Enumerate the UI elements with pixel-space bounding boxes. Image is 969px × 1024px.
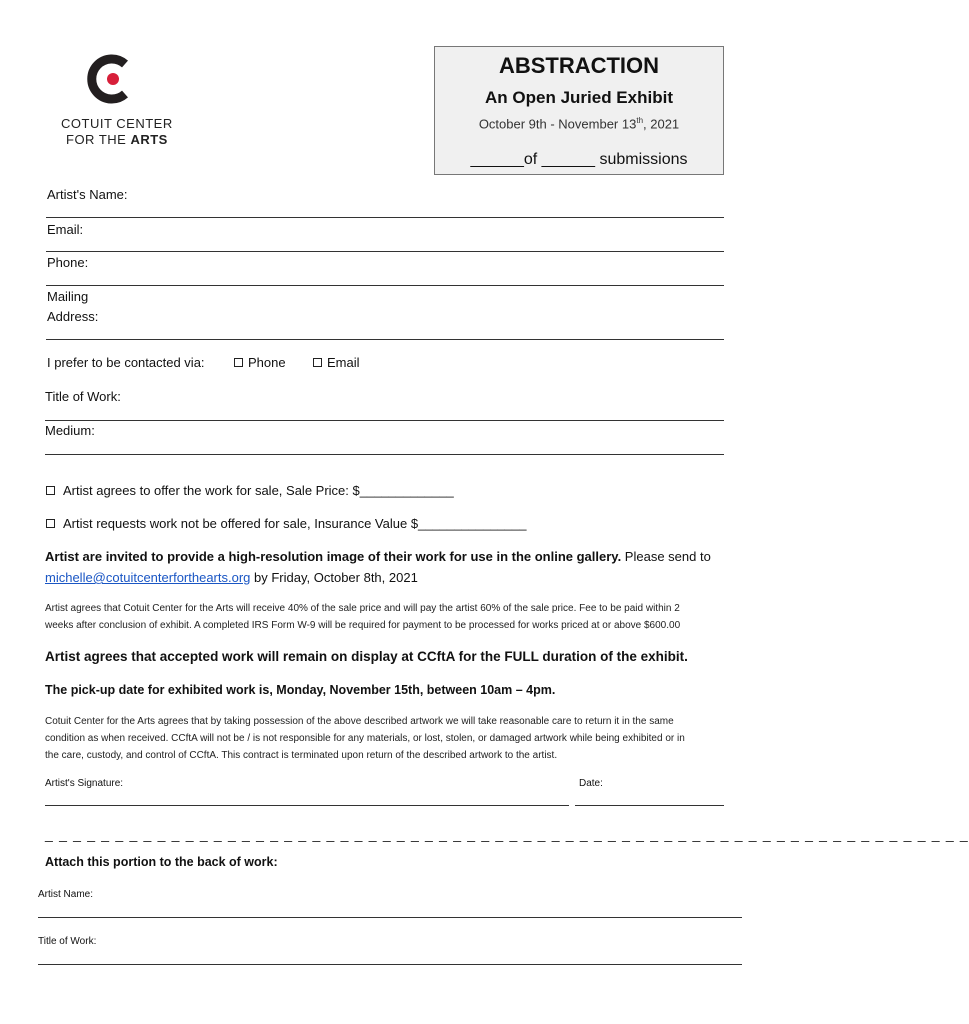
attach-instruction: Attach this portion to the back of work: — [45, 855, 278, 869]
phone-label: Phone: — [47, 255, 89, 270]
tear-off-divider: _ _ _ _ _ _ _ _ _ _ _ _ _ _ _ _ _ _ _ _ _ _ _ _ _ _ _ _ _ _ _ _ _ _ _ _ _ _ _ _ _ _ _ _ _ _ _ _ _ _ _ _ _ _ _ _ _ _ _ _ _ _ _ _ _ _ — [45, 826, 969, 842]
no-sale-checkbox[interactable] — [46, 519, 55, 528]
address-label: Address: — [47, 309, 99, 324]
artist-name-label: Artist's Name: — [47, 187, 128, 202]
tear-artist-name-line[interactable] — [38, 917, 742, 918]
email-checkbox[interactable] — [313, 358, 322, 367]
phone-checkbox[interactable] — [234, 358, 243, 367]
contact-pref-label: I prefer to be contacted via: — [47, 355, 205, 370]
date-line[interactable] — [575, 805, 724, 806]
medium-line[interactable] — [45, 454, 724, 455]
commission-terms: Artist agrees that Cotuit Center for the Arts will receive 40% of the sale price and will pay the artist 60% of the sale price. Fee to be paid within 2 weeks after conclusion of exhibit. A completed IRS Form W-9 will be required for payment to be processed for works priced at or above $600.00 — [45, 603, 681, 631]
sale-offer-option[interactable]: Artist agrees to offer the work for sale, Sale Price: $_____________ — [46, 483, 454, 498]
submission-count: ______of ______ submissions — [470, 151, 688, 168]
title-of-work-line[interactable] — [45, 420, 724, 421]
signature-line[interactable] — [45, 805, 569, 806]
contact-phone-option[interactable]: Phone — [234, 355, 286, 370]
gallery-invite: Artist are invited to provide a high-resolution image of their work for use in the online gallery. Please send to — [45, 549, 711, 564]
mailing-label: Mailing — [47, 289, 89, 304]
exhibit-title-box — [434, 46, 724, 175]
pickup-notice: The pick-up date for exhibited work is, Monday, November 15th, between 10am – 4pm. — [45, 683, 556, 697]
title-of-work-label: Title of Work: — [45, 389, 121, 404]
gallery-email-link[interactable]: michelle@cotuitcenterforthearts.org — [45, 570, 251, 585]
phone-line[interactable] — [46, 285, 724, 286]
tear-title-of-work-line[interactable] — [38, 964, 742, 965]
email-label: Email: — [47, 222, 84, 237]
tear-artist-name-label: Artist Name: — [38, 889, 94, 900]
artist-name-line[interactable] — [46, 217, 724, 218]
display-notice: Artist agrees that accepted work will remain on display at CCftA for the FULL duration of the exhibit. — [45, 649, 688, 664]
address-line[interactable] — [46, 339, 724, 340]
logo-text-line1: COTUIT CENTER — [61, 116, 173, 131]
gallery-send-line: michelle@cotuitcenterforthearts.org by Friday, October 8th, 2021 — [45, 570, 418, 585]
sale-offer-checkbox[interactable] — [46, 486, 55, 495]
exhibit-dates: October 9th - November 13th, 2021 — [478, 116, 680, 132]
signature-label: Artist's Signature: — [45, 778, 124, 789]
cotuit-logo-icon — [87, 54, 133, 104]
exhibit-subtitle: An Open Juried Exhibit — [485, 88, 673, 107]
liability-terms: Cotuit Center for the Arts agrees that by taking possession of the above described artwork we will take reasonable care to return it in the same condition as when received. CCftA will not be / is not responsible for any materials, or lost, stolen, or damaged artwork while being exhibited or in the care, custody, and control of CCftA. This contract is terminated upon return of the described artwork to the artist. — [45, 716, 685, 761]
tear-title-of-work-label: Title of Work: — [38, 936, 97, 947]
logo-text-line2: FOR THE ARTS — [66, 132, 168, 147]
date-label: Date: — [579, 778, 603, 789]
medium-label: Medium: — [45, 423, 95, 438]
no-sale-option[interactable]: Artist requests work not be offered for sale, Insurance Value $_______________ — [46, 516, 527, 531]
email-line[interactable] — [46, 251, 724, 252]
exhibit-title: ABSTRACTION — [498, 53, 660, 78]
contact-email-option[interactable]: Email — [313, 355, 360, 370]
